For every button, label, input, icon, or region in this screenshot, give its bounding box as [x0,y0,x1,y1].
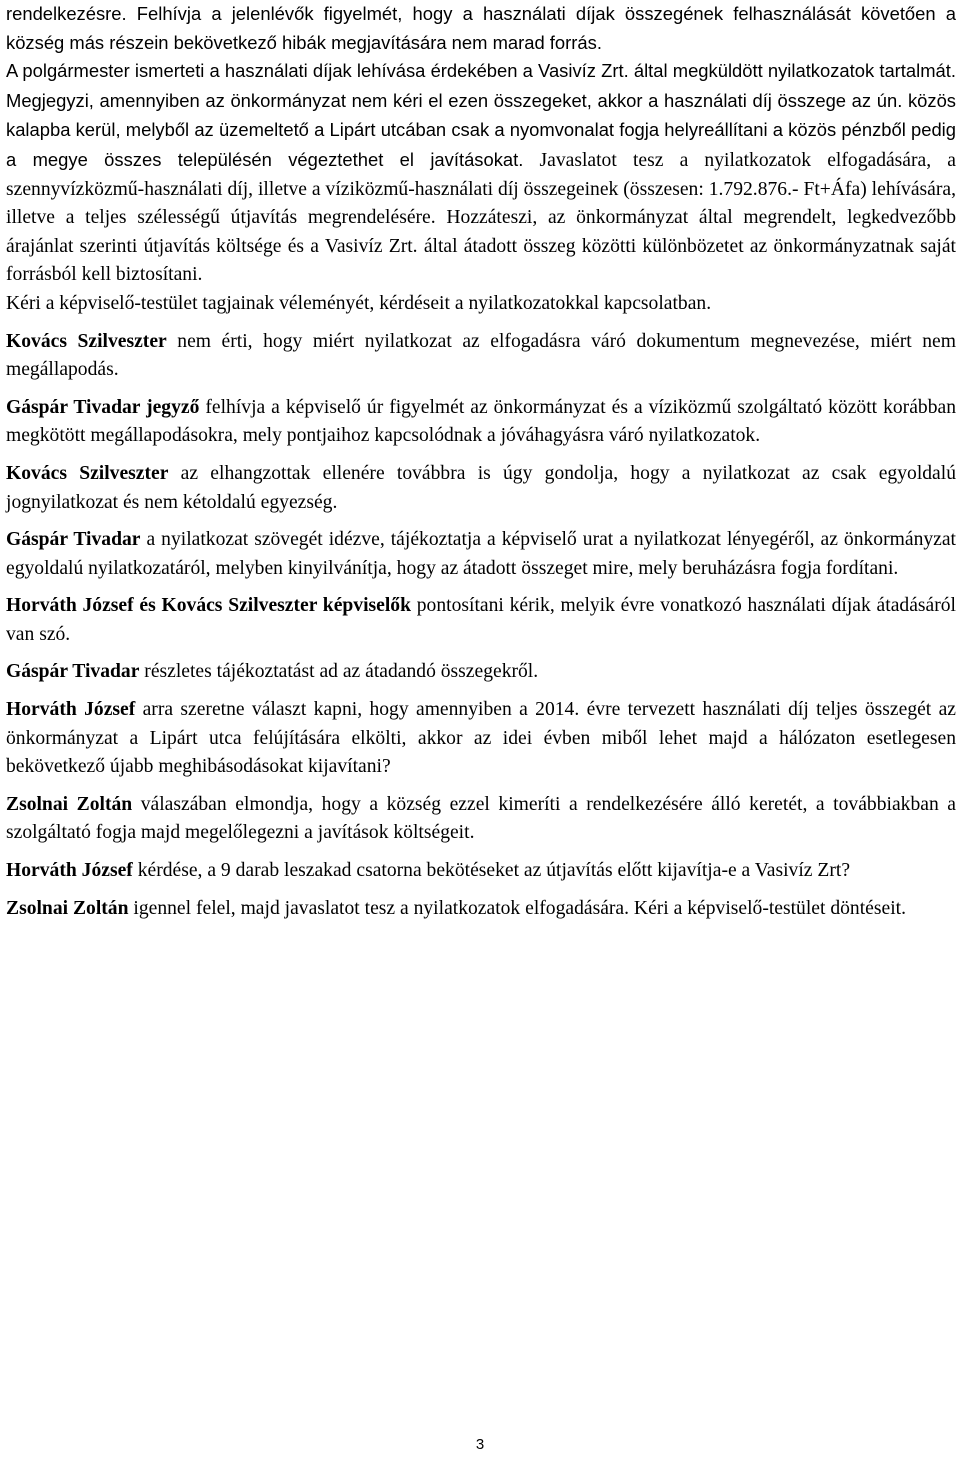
intro-paragraph-2-sans-part: A polgármester ismerteti a használati díjak lehívása érdekében a Vasivíz Zrt. által megküldött nyilatkozatok tartalmát. Megjegyzi, amennyiben az önkormányzat nem kéri el ezen összegeket, akkor a használati díj összege az ún. közös kalapba kerül, melyből az üzemeltető a Lipárt utcában csak a nyomvonalat fogja helyreállítani a közös pénzből pedig a megye összes településén végeztethet el javításokat. [6,60,956,170]
paragraph-6 [6,658,956,687]
paragraph-4 [6,526,956,583]
paragraph-text: igennel felel, majd javaslatot tesz a nyilatkozatok elfogadására. Kéri a képviselő-testület döntéseit. [128,897,906,919]
paragraph-text: részletes tájékoztatást ad az átadandó összegekről. [139,661,539,683]
page-number: 3 [475,1436,485,1453]
speaker-name: Zsolnai Zoltán [6,793,133,815]
paragraph-text: válaszában elmondja, hogy a község ezzel kimeríti a rendelkezésére álló keretét, a továbbiakban a szolgáltató fogja majd megelőlegezni a javítások költségeit. [6,793,957,844]
paragraph-text: arra szeretne választ kapni, hogy amennyiben a 2014. évre tervezett használati díj teljes összegét az önkormányzat a Lipárt utca felújítására elkölti, akkor az idei évben miből lehet majd a hálózaton esetlegesen bekövetkező újabb meghibásodásokat kijavítani? [6,699,956,778]
paragraph-7 [6,696,956,782]
intro-paragraph-3: Kéri a képviselő-testület tagjainak véleményét, kérdéseit a nyilatkozatokkal kapcsolatban. [6,292,712,314]
intro-paragraph-1: rendelkezésre. Felhívja a jelenlévők figyelmét, hogy a használati díjak összegének felhasználását követően a község más részein bekövetkező hibák megjavítására nem marad forrás. [6,3,956,53]
paragraph-8 [6,791,956,848]
paragraph-text: nem érti, hogy miért nyilatkozat az elfogadásra váró dokumentum megnevezése, miért nem megállapodás. [6,330,956,381]
speaker-name: Gáspár Tivadar [6,529,141,551]
paragraph-text: az elhangzottak ellenére továbbra is úgy gondolja, hogy a nyilatkozat az csak egyoldalú jognyilatkozat és nem kétoldalú egyezség. [6,462,956,513]
speaker-name: Kovács Szilveszter [6,330,167,352]
speaker-name: Gáspár Tivadar [6,661,140,683]
speaker-name: Horváth József [6,699,136,721]
paragraph-3 [6,460,956,517]
paragraph-9 [6,857,956,886]
speaker-name: Horváth József és Kovács Szilveszter képviselők [6,595,411,617]
speaker-name: Horváth József [6,860,133,882]
paragraph-text: kérdése, a 9 darab leszakad csatorna bekötéseket az útjavítás előtt kijavítja-e a Vasivíz Zrt? [132,860,851,882]
speaker-name: Kovács Szilveszter [6,462,169,484]
paragraph-1 [6,328,956,385]
paragraph-2 [6,394,956,451]
paragraph-text: a nyilatkozat szövegét idézve, tájékoztatja a képviselő urat a nyilatkozat lényegéről, az önkormányzat egyoldalú nyilatkozatáról, melyben kinyilvánítja, hogy az átadott összeget mire, mely beruházásra fogja fordítani. [6,529,956,579]
speaker-name: Zsolnai Zoltán [6,897,129,919]
paragraph-text: felhívja a képviselő úr figyelmét az önkormányzat és a víziközmű szolgáltató között korábban megkötött megállapodásokra, mely pontjaihoz kapcsolódnak a jóváhagyásra váró nyilatkozatok. [6,396,956,447]
paragraph-5 [6,592,956,649]
paragraph-text: pontosítani kérik, melyik évre vonatkozó használati díjak átadásáról van szó. [6,595,956,645]
paragraph-10 [6,895,956,924]
speaker-name: Gáspár Tivadar jegyző [6,396,200,418]
intro-paragraph-2-serif-part: Javaslatot tesz a nyilatkozatok elfogadására, a szennyvízközmű-használati díj, illetve a víziközmű-használati díj összegeinek (összesen: 1.792.876.- Ft+Áfa) lehívására, illetve a teljes szélességű útjavítás megrendelésére. Hozzáteszi, az önkormányzat által megrendelt, legkedvezőbb árajánlat szerinti útjavítás költsége és a Vasivíz Zrt. által átadott összeg közötti különbözetet az önkormányzatnak saját forrásból kell biztosítani. [6,149,956,286]
intro-paragraph-2 [6,57,956,290]
